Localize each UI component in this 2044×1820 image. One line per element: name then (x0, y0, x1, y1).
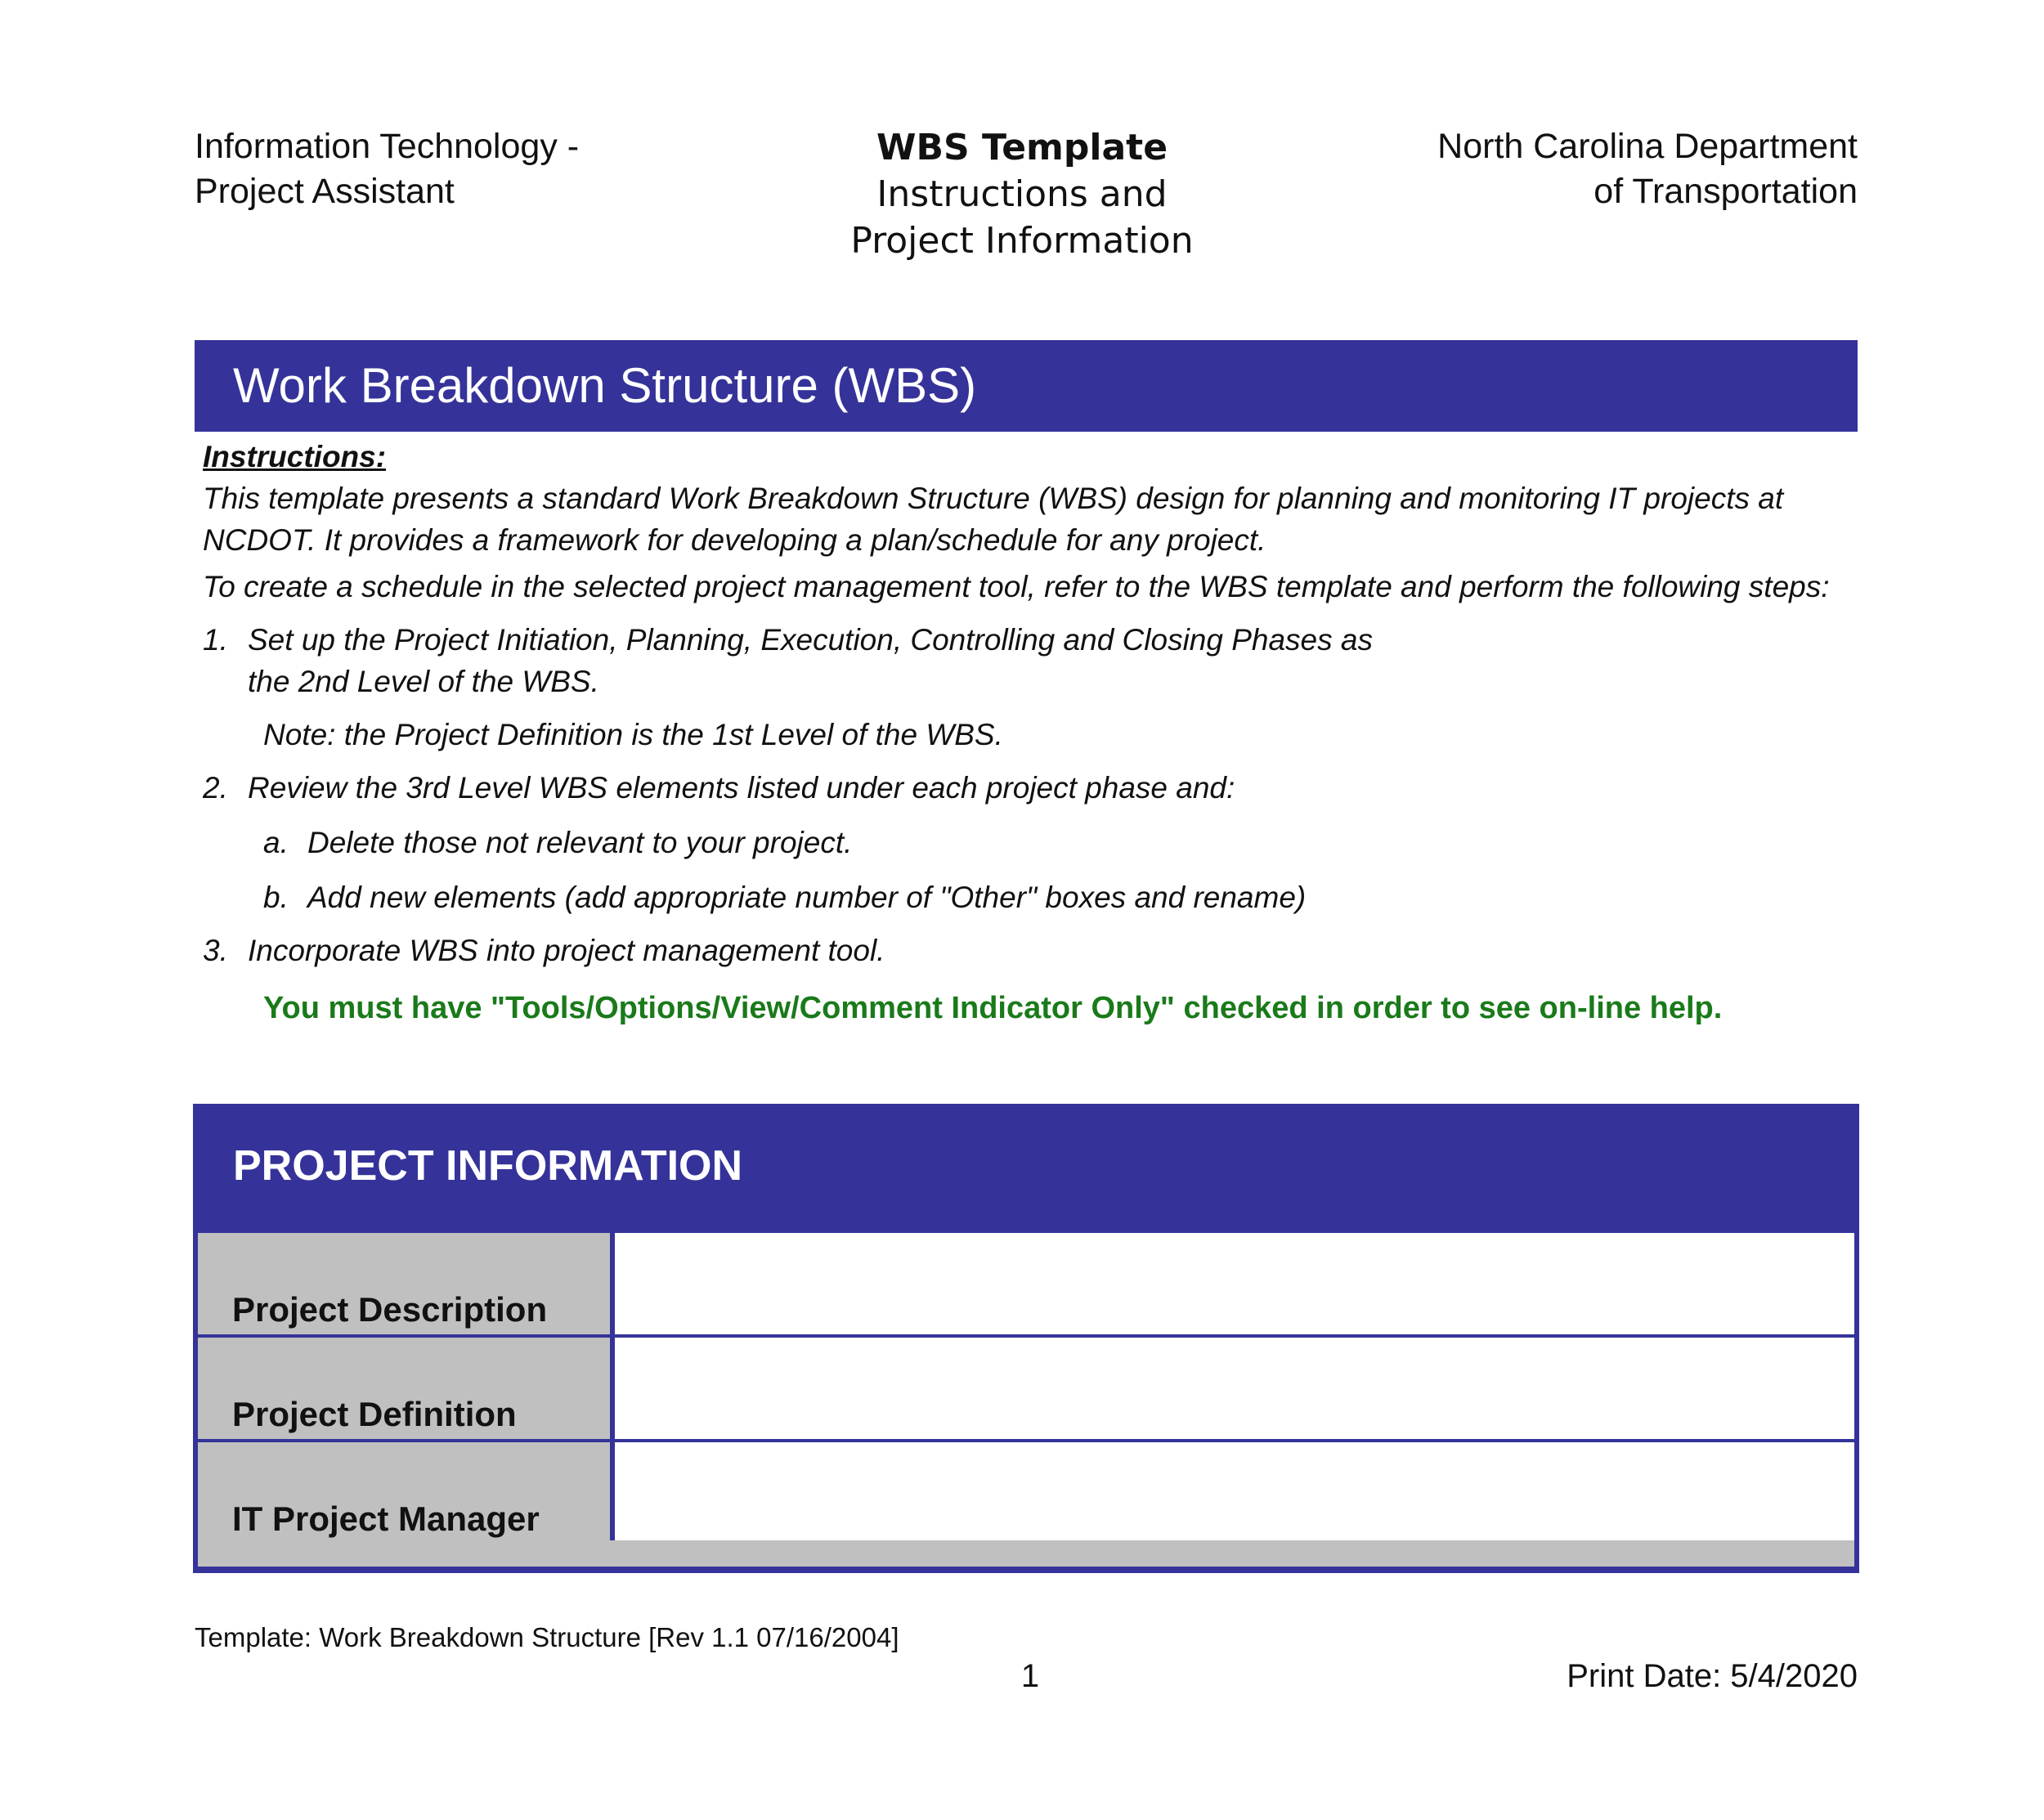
substep-letter: a. (263, 826, 289, 859)
substep-letter: b. (263, 881, 289, 914)
table-footer-bar (198, 1540, 1854, 1567)
wbs-banner-title: Work Breakdown Structure (WBS) (233, 358, 977, 413)
project-definition-row (198, 1338, 1854, 1439)
wbs-banner (195, 340, 1858, 432)
step-2 (203, 767, 1854, 809)
step-1 (203, 619, 1854, 702)
substep-text: Delete those not relevant to your project. (307, 826, 853, 859)
project-definition-field[interactable] (615, 1338, 1854, 1439)
page-number: 1 (1020, 1658, 1040, 1694)
document-subtitle-line-1: Instructions and (876, 173, 1168, 215)
substep-a (203, 822, 1854, 863)
instructions-section (203, 436, 1854, 1029)
it-project-manager-row (198, 1442, 1854, 1544)
it-project-manager-field[interactable] (615, 1442, 1854, 1544)
header-left-line-1: Information Technology - (195, 127, 580, 166)
project-description-label-cell (198, 1233, 610, 1334)
instructions-heading: Instructions: (203, 440, 387, 473)
document-title: WBS Template (876, 127, 1168, 168)
step-number: 3. (203, 934, 228, 967)
print-date: Print Date: 5/4/2020 (1567, 1658, 1858, 1694)
header-left-line-2: Project Assistant (195, 172, 455, 211)
step-1-note: Note: the Project Definition is the 1st Level of the WBS. (263, 718, 1003, 751)
project-description-label: Project Description (232, 1290, 548, 1329)
step-number: 1. (203, 623, 228, 657)
project-description-row (198, 1233, 1854, 1334)
project-definition-label-cell (198, 1338, 610, 1439)
header-right-line-1: North Carolina Department (1437, 127, 1858, 166)
step-text: Set up the Project Initiation, Planning, Execution, Controlling and Closing Phases as the 2nd Level of the WBS. (248, 623, 1373, 698)
header-center (736, 124, 1308, 264)
header-left (195, 124, 767, 214)
step-text: Incorporate WBS into project management tool. (248, 934, 885, 967)
project-information-title: PROJECT INFORMATION (233, 1142, 743, 1190)
substep-text: Add new elements (add appropriate number of "Other" boxes and rename) (307, 881, 1307, 914)
header-right (1285, 124, 1858, 214)
header-right-line-2: of Transportation (1594, 172, 1858, 211)
document-subtitle-line-2: Project Information (850, 220, 1194, 262)
footer-template-revision: Template: Work Breakdown Structure [Rev 1.1 07/16/2004] (195, 1622, 899, 1652)
instructions-paragraph-2: To create a schedule in the selected project management tool, refer to the WBS template and perform the following steps: (203, 570, 1830, 603)
project-definition-label: Project Definition (232, 1395, 517, 1433)
it-project-manager-label-cell (198, 1442, 610, 1544)
step-number: 2. (203, 771, 228, 805)
project-information-table (193, 1104, 1859, 1573)
project-description-field[interactable] (615, 1233, 1854, 1334)
substep-b (203, 876, 1854, 918)
step-text: Review the 3rd Level WBS elements listed under each project phase and: (248, 771, 1235, 805)
step-3 (203, 930, 1854, 971)
help-notice: You must have "Tools/Options/View/Comment Indicator Only" checked in order to see on-line help. (263, 991, 1723, 1025)
it-project-manager-label: IT Project Manager (232, 1499, 540, 1538)
instructions-paragraph-1: This template presents a standard Work Breakdown Structure (WBS) design for planning and monitoring IT projects at NCDOT. It provides a framework for developing a plan/schedule for any project. (203, 482, 1784, 557)
